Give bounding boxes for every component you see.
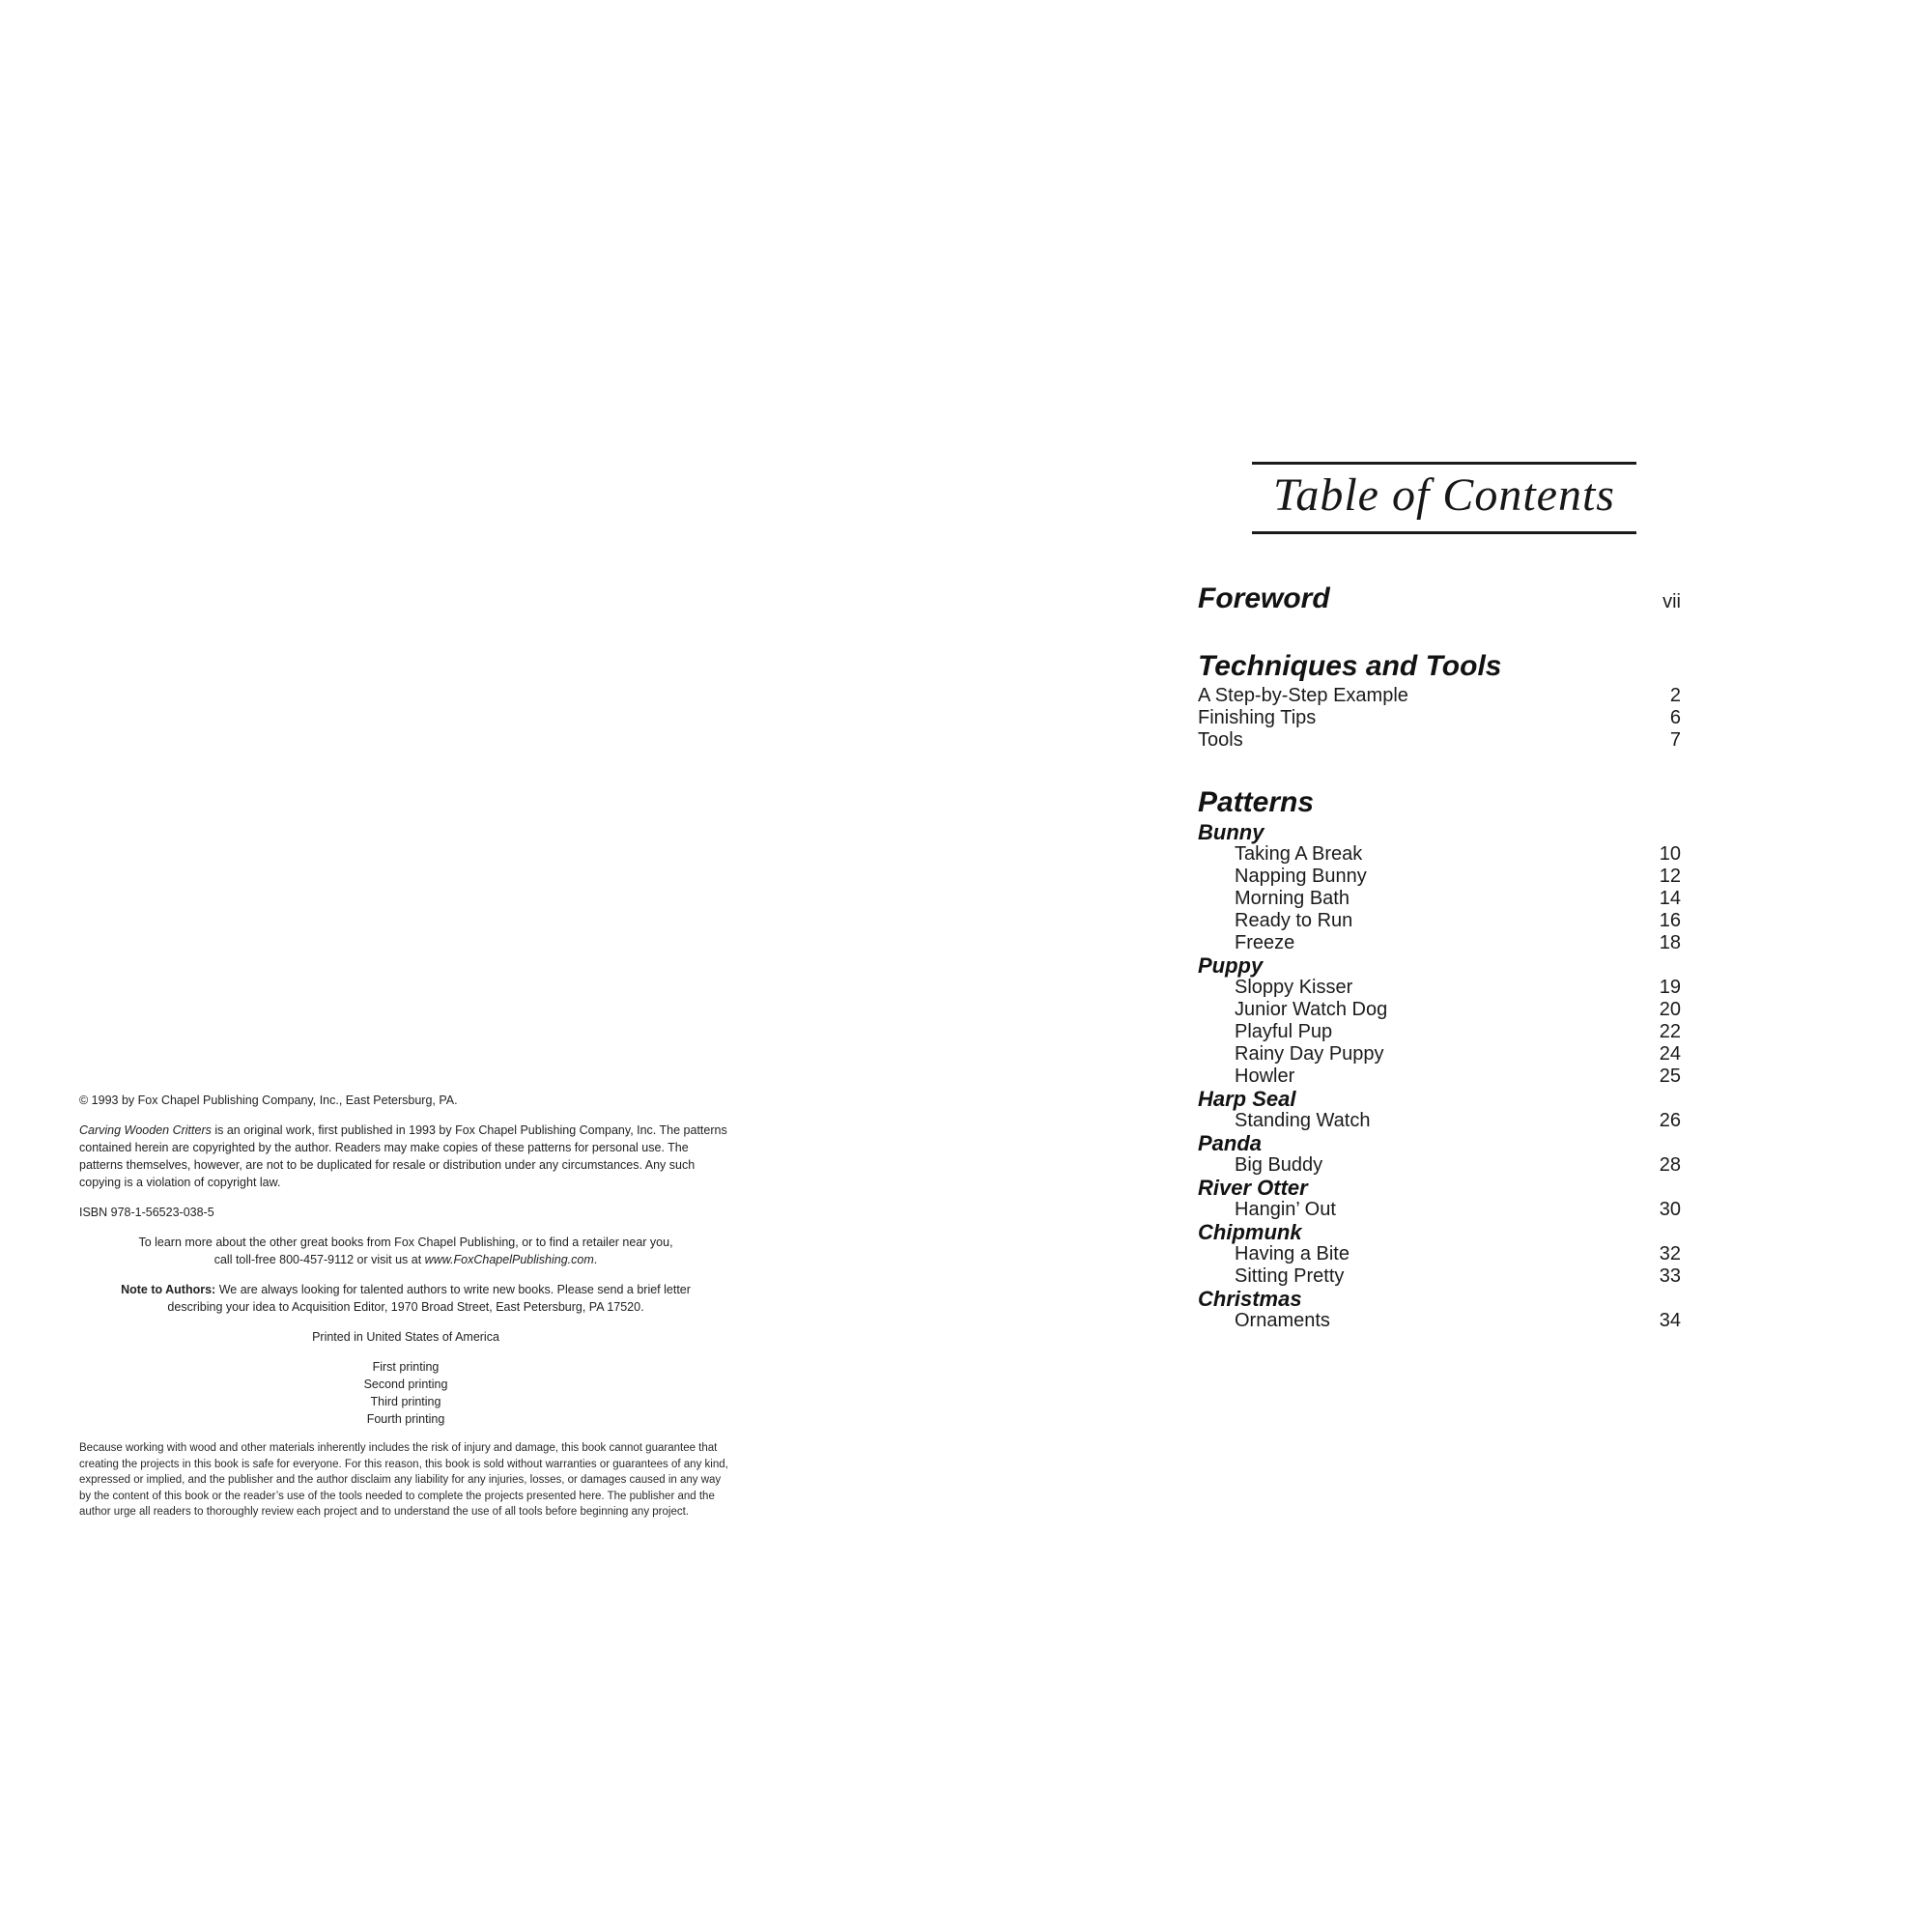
toc-row-section (1198, 650, 1681, 683)
printing-item: Third printing (370, 1395, 441, 1408)
toc-entry-label: Having a Bite (1235, 1243, 1350, 1264)
toc-entry-label: Bunny (1198, 820, 1264, 844)
toc-entry-page: 30 (1659, 1199, 1681, 1220)
toc-row-item2 (1198, 1243, 1681, 1265)
toc-entry-page: 32 (1659, 1243, 1681, 1264)
toc-row-item2 (1198, 1043, 1681, 1065)
toc-entry-label: Chipmunk (1198, 1220, 1302, 1244)
toc-entry-page: 26 (1659, 1110, 1681, 1131)
toc-entry-label: Taking A Break (1235, 843, 1363, 865)
toc-row-item1 (1198, 685, 1681, 707)
retailer-suffix: . (593, 1253, 598, 1266)
toc-entry-label: Harp Seal (1198, 1087, 1296, 1111)
authors-note-line1: We are always looking for talented authors to write new books. Please send a brief letter (215, 1283, 691, 1296)
toc-entry-label: Techniques and Tools (1198, 650, 1502, 682)
toc-row-item1 (1198, 707, 1681, 729)
toc-entry-page: vii (1662, 591, 1681, 612)
printing-item: Second printing (363, 1378, 448, 1391)
toc-row-item2 (1198, 999, 1681, 1021)
toc-entry-label: Standing Watch (1235, 1110, 1371, 1131)
toc-row-item2 (1198, 1265, 1681, 1288)
toc-row-item2 (1198, 1310, 1681, 1332)
toc-entry-page: 28 (1659, 1154, 1681, 1176)
toc-entry-page: 19 (1659, 977, 1681, 998)
toc-row-item2 (1198, 888, 1681, 910)
toc-entry-label: Christmas (1198, 1287, 1302, 1311)
toc-title-banner (1252, 462, 1636, 534)
toc-entry-page: 6 (1669, 707, 1681, 728)
toc-entry-label: Sloppy Kisser (1235, 977, 1353, 998)
toc-entry-label: Morning Bath (1235, 888, 1350, 909)
toc-row-item2 (1198, 843, 1681, 866)
toc-entry-page: 22 (1659, 1021, 1681, 1042)
printing-list (79, 1358, 732, 1428)
toc-row-group (1198, 1132, 1681, 1154)
toc-row-group (1198, 954, 1681, 977)
toc-entry-page: 25 (1659, 1065, 1681, 1087)
toc-entry-label: Patterns (1198, 786, 1315, 818)
toc-entries (1198, 534, 1681, 1332)
toc-row-section (1198, 786, 1681, 819)
toc-entry-label: Panda (1198, 1131, 1263, 1155)
work-title: Carving Wooden Critters (79, 1123, 212, 1137)
toc-row-group (1198, 1288, 1681, 1310)
toc-entry-label: Ornaments (1235, 1310, 1330, 1331)
toc-entry-label: Junior Watch Dog (1235, 999, 1388, 1020)
toc-entry-page: 34 (1659, 1310, 1681, 1331)
toc-row-item2 (1198, 1110, 1681, 1132)
toc-entry-label: Big Buddy (1235, 1154, 1323, 1176)
toc-row-item2 (1198, 1065, 1681, 1088)
toc-entry-page: 10 (1659, 843, 1681, 865)
toc-entry-label: Finishing Tips (1198, 707, 1317, 728)
disclaimer-paragraph: Because working with wood and other materials inherently includes the risk of injury and damage, this book cannot guarantee that creating the projects in this book is safe for everyone. For this reason, this book is sold without warranties or guarantees of any kind, expressed or implied, and the publisher and the author disclaim any liability for any injuries, losses, or damages caused in any way by the content of this book or the reader’s use of the tools needed to complete the projects presented here. The publisher and the author urge all readers to thoroughly review each project and to understand the use of all tools before beginning any project. (79, 1442, 728, 1518)
toc-entry-label: Foreword (1198, 582, 1330, 614)
toc-row-group (1198, 821, 1681, 843)
toc-entry-page: 24 (1659, 1043, 1681, 1065)
toc-entry-label: Rainy Day Puppy (1235, 1043, 1384, 1065)
toc-entry-page: 16 (1659, 910, 1681, 931)
toc-entry-label: Howler (1235, 1065, 1295, 1087)
toc-entry-page: 7 (1669, 729, 1681, 751)
toc-row-item2 (1198, 932, 1681, 954)
printed-line: Printed in United States of America (312, 1330, 499, 1344)
toc-row-item2 (1198, 1021, 1681, 1043)
retailer-line1: To learn more about the other great books from Fox Chapel Publishing, or to find a retailer near you, (138, 1236, 673, 1249)
authors-note (79, 1281, 732, 1316)
authors-note-label: Note to Authors: (121, 1283, 216, 1296)
toc-entry-label: Sitting Pretty (1235, 1265, 1345, 1287)
toc-entry-label: Hangin’ Out (1235, 1199, 1336, 1220)
toc-entry-label: Ready to Run (1235, 910, 1353, 931)
work-paragraph (79, 1122, 732, 1191)
copyright-line: © 1993 by Fox Chapel Publishing Company, Inc., East Petersburg, PA. (79, 1094, 458, 1107)
toc-entry-label: River Otter (1198, 1176, 1308, 1200)
toc-entry-label: Playful Pup (1235, 1021, 1333, 1042)
authors-note-line2: describing your idea to Acquisition Editor, 1970 Broad Street, East Petersburg, PA 17520. (167, 1300, 644, 1314)
toc-row-item2 (1198, 977, 1681, 999)
toc-entry-label: A Step-by-Step Example (1198, 685, 1408, 706)
toc-entry-page: 2 (1669, 685, 1681, 706)
toc-row-item1 (1198, 729, 1681, 752)
retailer-line2: call toll-free 800-457-9112 or visit us at (213, 1253, 425, 1266)
retailer-note (79, 1234, 732, 1268)
printing-item: First printing (372, 1360, 440, 1374)
toc-entry-page: 12 (1659, 866, 1681, 887)
toc-row-group (1198, 1088, 1681, 1110)
toc-entry-page: 14 (1659, 888, 1681, 909)
page-title: Table of Contents (1273, 469, 1615, 521)
toc-entry-label: Tools (1198, 729, 1243, 751)
toc-row-group (1198, 1221, 1681, 1243)
toc-entry-label: Puppy (1198, 953, 1264, 978)
work-rest: is an original work, first published in 1993 by Fox Chapel Publishing Company, Inc. The patterns contained herein are copyrighted by the author. Readers may make copies of these patterns for personal use. The patterns themselves, however, are not to be duplicated for resale or distribution under any circumstances. Any such copying is a violation of copyright law. (79, 1123, 727, 1189)
toc-row-item2 (1198, 910, 1681, 932)
toc-row-item2 (1198, 1199, 1681, 1221)
toc-entry-label: Freeze (1235, 932, 1295, 953)
toc-entry-page: 20 (1659, 999, 1681, 1020)
toc-entry-label: Napping Bunny (1235, 866, 1367, 887)
printing-item: Fourth printing (366, 1412, 445, 1426)
retailer-url: www.FoxChapelPublishing.com (424, 1253, 594, 1266)
toc-entry-page: 33 (1659, 1265, 1681, 1287)
toc-row-item2 (1198, 866, 1681, 888)
table-of-contents-page (1198, 462, 1681, 1332)
isbn-line: ISBN 978-1-56523-038-5 (79, 1206, 214, 1219)
toc-row-group (1198, 1177, 1681, 1199)
copyright-page (79, 1092, 732, 1533)
toc-row-foreword (1198, 582, 1681, 615)
toc-entry-page: 18 (1659, 932, 1681, 953)
toc-row-item2 (1198, 1154, 1681, 1177)
